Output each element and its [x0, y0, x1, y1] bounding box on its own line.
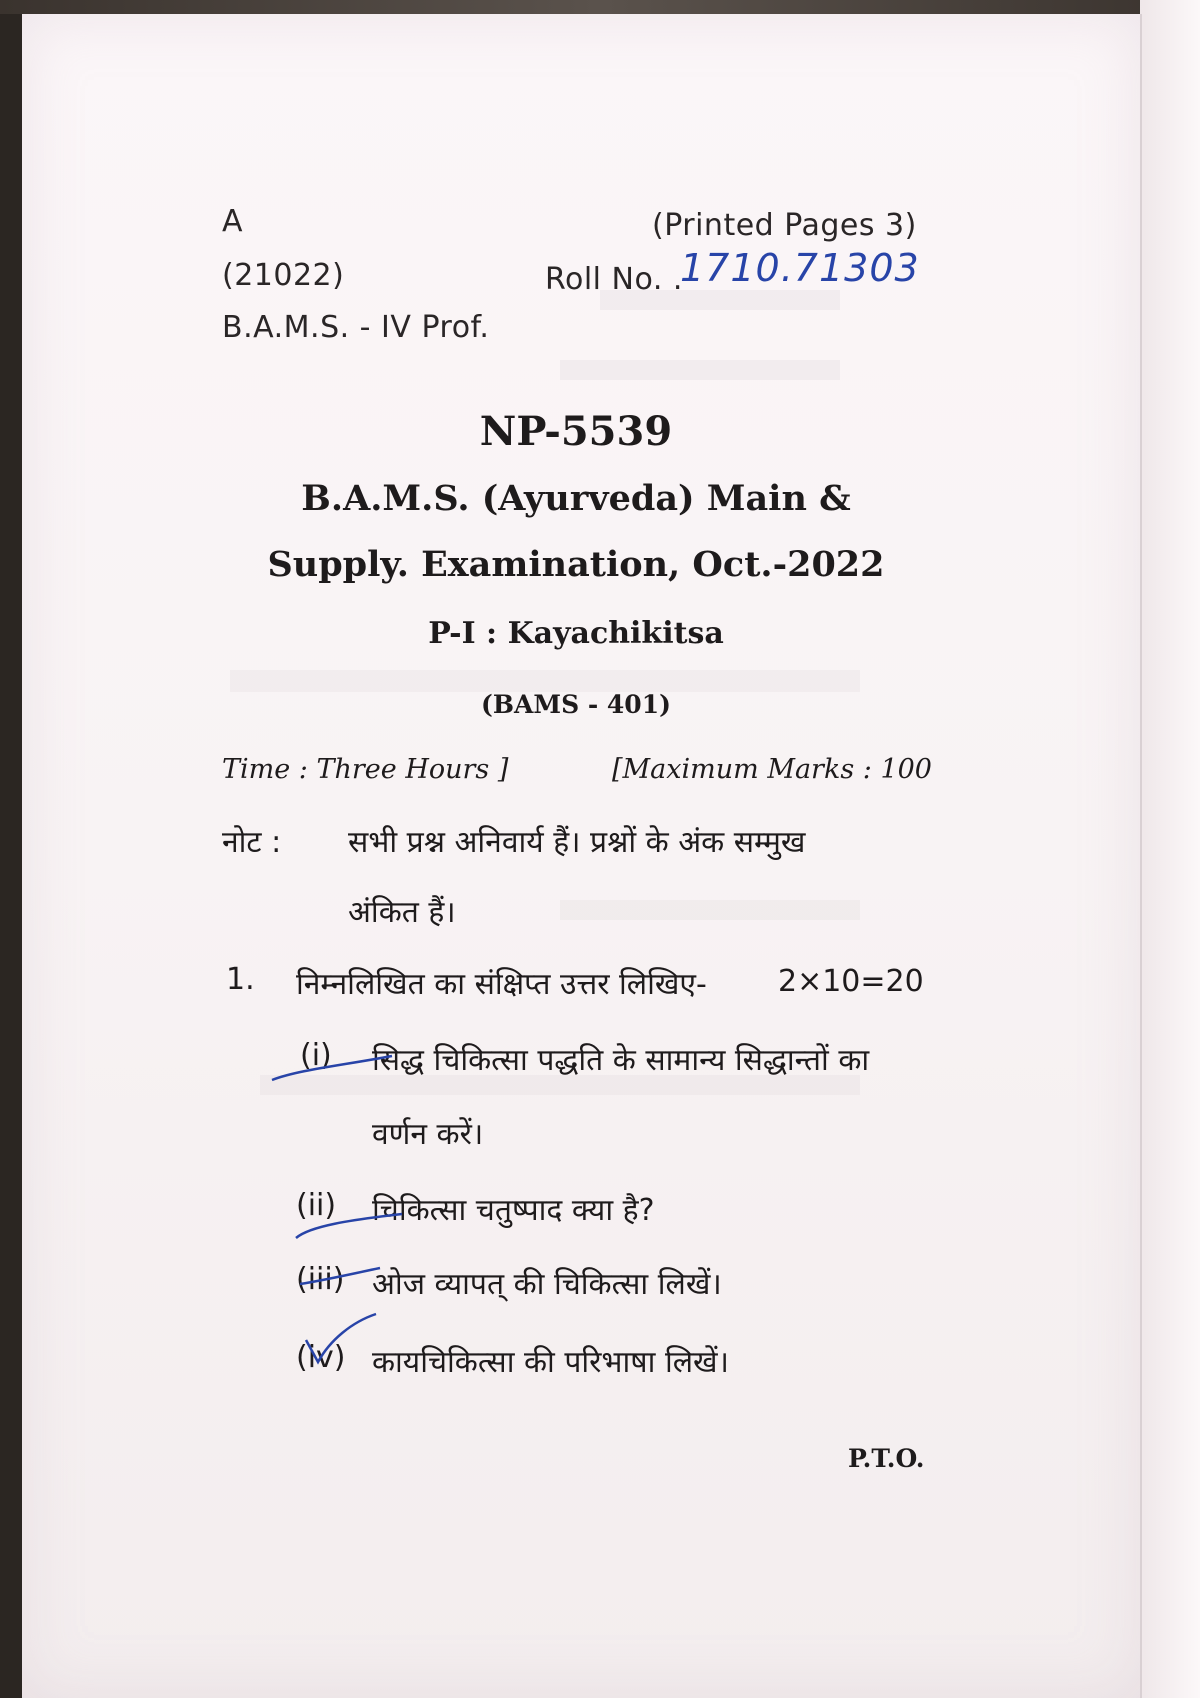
- bleed-through: [230, 670, 860, 692]
- question-text: निम्नलिखित का संक्षिप्त उत्तर लिखिए-: [296, 967, 707, 1002]
- time-allowed: Time : Three Hours ]: [222, 754, 509, 785]
- part-text: सिद्ध चिकित्सा पद्धति के सामान्य सिद्धान्तों का: [372, 1043, 870, 1078]
- pen-check-mark: [300, 1310, 380, 1370]
- scan-edge-right: [1140, 0, 1200, 1698]
- printed-pages: (Printed Pages 3): [652, 208, 917, 243]
- part-text: कायचिकित्सा की परिभाषा लिखें।: [372, 1345, 729, 1380]
- roll-no-label: Roll No. .: [545, 262, 683, 297]
- note-line1: सभी प्रश्न अनिवार्य हैं। प्रश्नों के अंक सम्मुख: [348, 825, 806, 860]
- subject-title: P-I : Kayachikitsa: [428, 616, 724, 651]
- part-number: (iv): [296, 1340, 346, 1375]
- subject-code: (BAMS - 401): [481, 690, 671, 719]
- bleed-through: [560, 900, 860, 920]
- course-name: B.A.M.S. - IV Prof.: [222, 310, 490, 345]
- note-label: नोट :: [222, 825, 282, 860]
- pen-underline-mark: [290, 1190, 410, 1250]
- exam-title-line1: B.A.M.S. (Ayurveda) Main &: [301, 478, 851, 519]
- maximum-marks: [Maximum Marks : 100: [612, 754, 932, 785]
- paper-number-code: (21022): [222, 258, 345, 293]
- pen-strike-mark: [296, 1262, 386, 1302]
- note-line2: अंकित हैं।: [348, 895, 456, 930]
- part-number: (ii): [296, 1188, 337, 1223]
- bleed-through: [560, 360, 840, 380]
- question-marks: 2×10=20: [778, 964, 924, 999]
- pen-underline-mark: [268, 1040, 398, 1100]
- paper-code-title: NP-5539: [479, 408, 673, 455]
- please-turn-over: P.T.O.: [848, 1444, 925, 1473]
- question-number: 1.: [226, 962, 255, 997]
- part-text: ओज व्यापत् की चिकित्सा लिखें।: [372, 1267, 722, 1302]
- part-number: (iii): [296, 1262, 345, 1297]
- part-text: चिकित्सा चतुष्पाद क्या है?: [372, 1193, 655, 1228]
- series-letter: A: [222, 204, 244, 239]
- part-number: (i): [300, 1038, 332, 1073]
- exam-title-line2: Supply. Examination, Oct.-2022: [267, 544, 885, 585]
- part-text-continued: वर्णन करें।: [372, 1117, 484, 1152]
- roll-no-handwritten: 1710.71303: [680, 246, 920, 290]
- scan-edge-top: [0, 0, 1200, 14]
